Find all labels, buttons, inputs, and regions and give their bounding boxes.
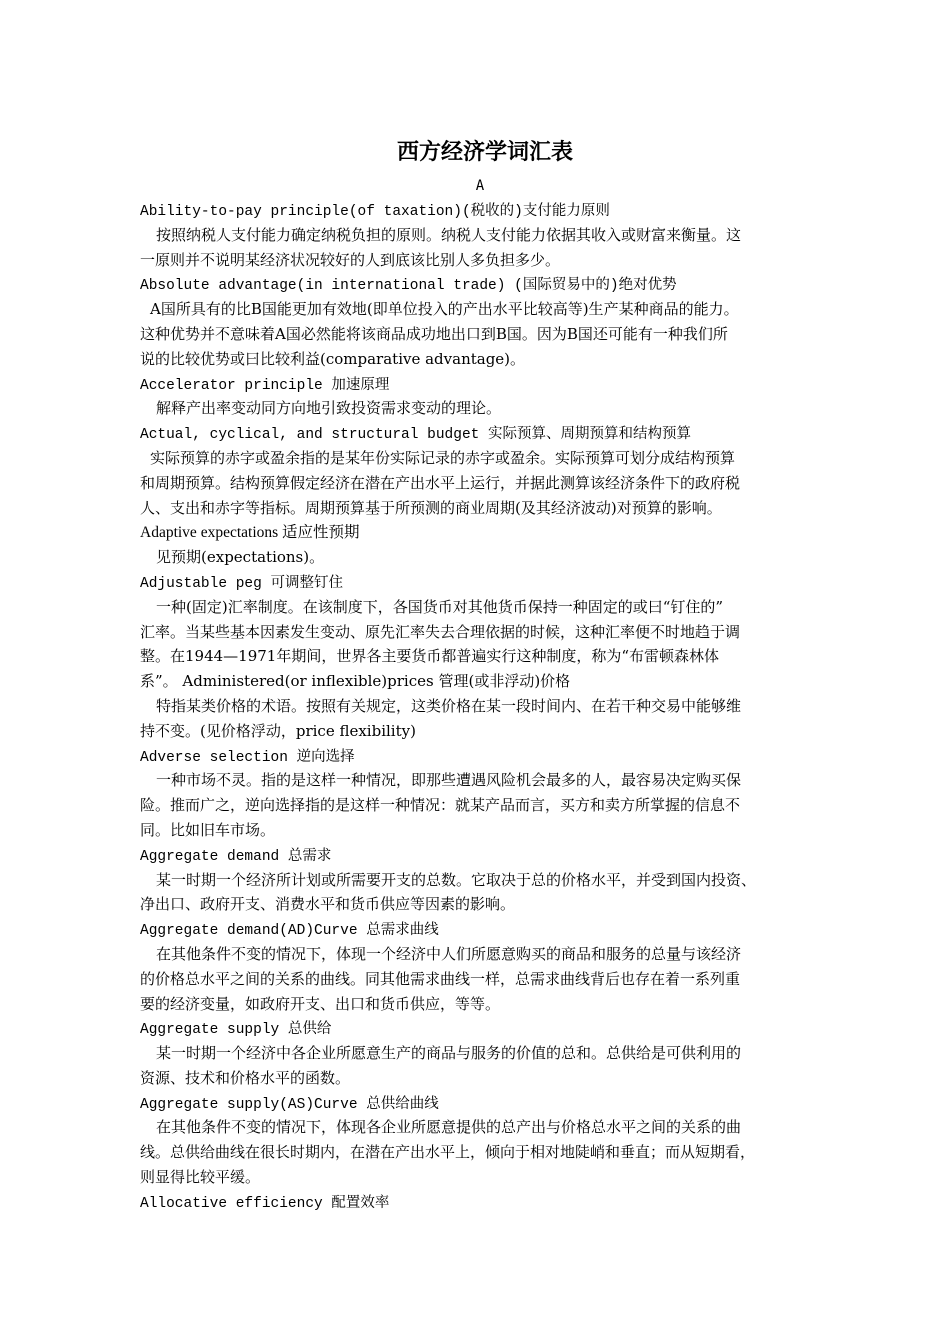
glossary-term: [140, 372, 820, 397]
definition-line: 解释产出率变动同方向地引致投资需求变动的理论。: [156, 399, 502, 418]
glossary-term: [140, 520, 820, 545]
definition-line: 在其他条件不变的情况下，体现各企业所愿意提供的总产出与价格总水平之间的关系的曲: [156, 1118, 742, 1137]
glossary-term: [140, 421, 820, 446]
definition-line: 线。总供给曲线在很长时期内，在潜在产出水平上，倾向于相对地陡峭和垂直；而从短期看，: [140, 1143, 756, 1162]
definition-line: 一原则并不说明某经济状况较好的人到底该比别人多负担多少。: [140, 250, 561, 269]
term-text: Allocative efficiency 配置效率: [140, 1195, 390, 1212]
definition-line: 这种优势并不意味着A国必然能将该商品成功地出口到B国。因为B国还可能有一种我们所: [140, 324, 728, 343]
definition-line: 整。在1944—1971年期间，世界各主要货币都普遍实行这种制度，称为“布雷顿森林体: [140, 647, 720, 666]
term-text: Adaptive expectations 适应性预期: [140, 524, 360, 542]
term-text: Adjustable peg 可调整钉住: [140, 575, 344, 592]
definition-line: 某一时期一个经济所计划或所需要开支的总数。它取决于总的价格水平，并受到国内投资、: [156, 870, 757, 889]
document-title: 西方经济学词汇表: [396, 140, 573, 165]
definition-line: 险。推而广之，逆向选择指的是这样一种情况：就某产品而言，买方和卖方所掌握的信息不: [140, 796, 741, 815]
definition-line: 和周期预算。结构预算假定经济在潜在产出水平上运行，并据此测算该经济条件下的政府税: [140, 473, 741, 492]
term-text: Aggregate supply(AS)Curve 总供给曲线: [140, 1096, 439, 1113]
glossary-term: [140, 198, 820, 223]
definition-line: 同。比如旧车市场。: [140, 820, 276, 839]
glossary-body: [140, 198, 820, 1215]
definition-line: A国所具有的比B国能更加有效地(即单位投入的产出水平比较高等)生产某种商品的能力。: [150, 300, 739, 319]
term-text: Aggregate demand(AD)Curve 总需求曲线: [140, 923, 439, 940]
definition-line: 一种市场不灵。指的是这样一种情况，即那些遭遇风险机会最多的人，最容易决定购买保: [156, 771, 742, 790]
definition-line: 某一时期一个经济中各企业所愿意生产的商品与服务的价值的总和。总供给是可供利用的: [156, 1044, 742, 1063]
glossary-term: [140, 1190, 820, 1215]
glossary-term: [140, 843, 820, 868]
glossary-term: [140, 272, 820, 297]
definition-line: 特指某类价格的术语。按照有关规定，这类价格在某一段时间内、在若干种交易中能够维: [156, 696, 742, 715]
definition-line: 净出口、政府开支、消费水平和货币供应等因素的影响。: [140, 895, 516, 914]
definition-line: 资源、技术和价格水平的函数。: [140, 1068, 351, 1087]
term-text: Adverse selection 逆向选择: [140, 749, 355, 766]
definition-line: 要的经济变量，如政府开支、出口和货币供应，等等。: [140, 994, 501, 1013]
definition-line: 说的比较优势或曰比较利益(comparative advantage)。: [140, 349, 526, 368]
term-text: Aggregate supply 总供给: [140, 1022, 332, 1039]
definition-line: 一种(固定)汇率制度。在该制度下，各国货币对其他货币保持一种固定的或曰“钉住的”: [156, 597, 724, 616]
definition-line: 汇率。当某些基本因素发生变动、原先汇率失去合理依据的时候，这种汇率便不时地趋于调: [140, 622, 741, 641]
term-text: Absolute advantage(in international trade) (国际贸易中的)绝对优势: [140, 278, 677, 295]
glossary-term: [140, 1016, 820, 1041]
glossary-term: [140, 744, 820, 769]
glossary-term: [140, 917, 820, 942]
definition-line: 持不变。(见价格浮动，price flexibility): [140, 721, 416, 740]
definition-line: 按照纳税人支付能力确定纳税负担的原则。纳税人支付能力依据其收入或财富来衡量。这: [156, 225, 742, 244]
term-text: Ability-to-pay principle(of taxation)(税收的)支付能力原则: [140, 204, 610, 220]
glossary-term: [140, 1091, 820, 1116]
term-text: Aggregate demand 总需求: [140, 848, 332, 865]
section-letter: A: [475, 178, 485, 194]
definition-line: 见预期(expectations)。: [156, 548, 325, 567]
term-text: Actual, cyclical, and structural budget 实际预算、周期预算和结构预算: [140, 427, 692, 444]
definition-line: 在其他条件不变的情况下，体现一个经济中人们所愿意购买的商品和服务的总量与该经济: [156, 944, 742, 963]
document-page: [140, 138, 820, 1215]
term-text: Accelerator principle 加速原理: [140, 377, 390, 394]
definition-line: 则显得比较平缓。: [140, 1168, 261, 1187]
glossary-term: [140, 570, 820, 595]
definition-line: 实际预算的赤字或盈余指的是某年份实际记录的赤字或盈余。实际预算可划分成结构预算: [150, 448, 736, 467]
definition-line: 的价格总水平之间的关系的曲线。同其他需求曲线一样，总需求曲线背后也存在着一系列重: [140, 969, 741, 988]
definition-line: 人、支出和赤字等指标。周期预算基于所预测的商业周期(及其经济波动)对预算的影响。: [140, 498, 722, 517]
definition-line: 系”。 Administered(or inflexible)prices 管理(或非浮动)价格: [140, 672, 571, 691]
